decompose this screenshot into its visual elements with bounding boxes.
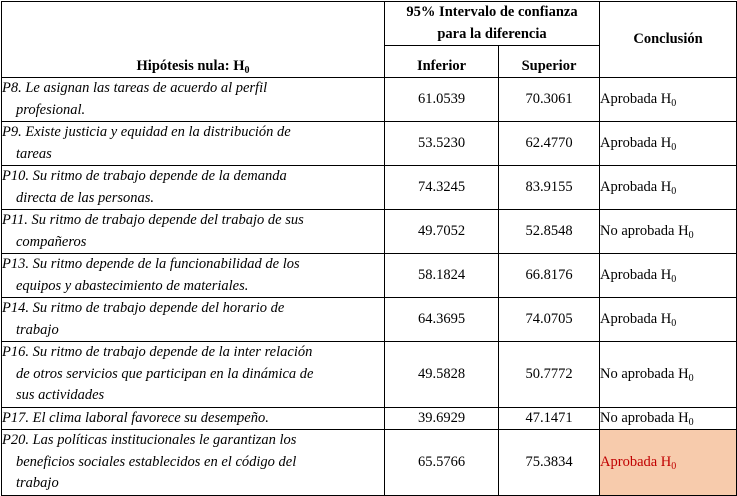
upper-cell: 83.9155 xyxy=(499,166,600,210)
table-row xyxy=(2,166,737,210)
header-upper: Superior xyxy=(499,46,600,78)
hypothesis-line: sus actividades xyxy=(16,387,105,403)
hypothesis-cell xyxy=(2,122,385,166)
hypothesis-line: P14. Su ritmo de trabajo depende del horario de xyxy=(2,300,285,316)
lower-cell: 64.3695 xyxy=(385,298,499,342)
hypothesis-line: beneficios sociales establecidos en el código del xyxy=(16,453,297,470)
lower-cell: 58.1824 xyxy=(385,254,499,298)
hypothesis-line: P10. Su ritmo de trabajo depende de la demanda xyxy=(2,168,287,184)
conclusion-cell xyxy=(600,210,737,254)
conclusion-subscript: 0 xyxy=(688,372,694,384)
hypothesis-table xyxy=(1,1,737,496)
upper-cell: 70.3061 xyxy=(499,78,600,122)
hypothesis-line: P13. Su ritmo depende de la funcionabilidad de los xyxy=(2,256,300,272)
conclusion-subscript: 0 xyxy=(671,460,677,472)
header-confidence-interval xyxy=(385,2,600,46)
hypothesis-line: directa de las personas. xyxy=(16,189,155,206)
table-row xyxy=(2,210,737,254)
table-row xyxy=(2,122,737,166)
table-row xyxy=(2,430,737,496)
lower-cell: 53.5230 xyxy=(385,122,499,166)
upper-cell: 74.0705 xyxy=(499,298,600,342)
header-hypothesis-subscript: 0 xyxy=(244,64,250,76)
conclusion-cell xyxy=(600,407,737,430)
hypothesis-cell xyxy=(2,407,385,430)
hypothesis-line: tareas xyxy=(16,145,52,162)
header-hypothesis xyxy=(2,2,385,78)
conclusion-cell xyxy=(600,78,737,122)
upper-cell: 66.8176 xyxy=(499,254,600,298)
conclusion-text: Aprobada H xyxy=(600,310,672,327)
hypothesis-line: P11. Su ritmo de trabajo depende del trabajo de sus xyxy=(2,212,304,228)
upper-cell: 50.7772 xyxy=(499,342,600,408)
hypothesis-cell xyxy=(2,342,385,408)
header-conclusion: Conclusión xyxy=(600,2,737,78)
header-lower: Inferior xyxy=(385,46,499,78)
hypothesis-cell xyxy=(2,298,385,342)
conclusion-subscript: 0 xyxy=(671,141,677,153)
table-row xyxy=(2,78,737,122)
lower-cell: 65.5766 xyxy=(385,430,499,496)
hypothesis-line: P17. El clima laboral favorece su desempeño. xyxy=(2,409,269,426)
conclusion-cell xyxy=(600,166,737,210)
conclusion-cell xyxy=(600,254,737,298)
conclusion-text: No aprobada H xyxy=(600,365,689,382)
hypothesis-line: equipos y abastecimiento de materiales. xyxy=(16,277,249,294)
conclusion-text: No aprobada H xyxy=(600,409,689,426)
hypothesis-line: trabajo xyxy=(16,475,59,491)
conclusion-text: Aprobada H xyxy=(600,453,672,470)
conclusion-subscript: 0 xyxy=(671,273,677,285)
conclusion-text: Aprobada H xyxy=(600,134,672,151)
conclusion-subscript: 0 xyxy=(671,317,677,329)
hypothesis-line: de otros servicios que participan en la dinámica de xyxy=(16,365,314,382)
hypothesis-cell xyxy=(2,78,385,122)
lower-cell: 49.5828 xyxy=(385,342,499,408)
hypothesis-line: profesional. xyxy=(16,101,86,118)
hypothesis-cell xyxy=(2,430,385,496)
conclusion-text: No aprobada H xyxy=(600,222,689,239)
upper-cell: 52.8548 xyxy=(499,210,600,254)
table-row xyxy=(2,254,737,298)
conclusion-subscript: 0 xyxy=(671,185,677,197)
table-row xyxy=(2,342,737,408)
conclusion-cell xyxy=(600,342,737,408)
lower-cell: 74.3245 xyxy=(385,166,499,210)
hypothesis-cell xyxy=(2,210,385,254)
table-row xyxy=(2,298,737,342)
hypothesis-line: trabajo xyxy=(16,321,59,338)
conclusion-subscript: 0 xyxy=(688,416,694,428)
hypothesis-line: P8. Le asignan las tareas de acuerdo al perfil xyxy=(2,80,268,96)
upper-cell: 62.4770 xyxy=(499,122,600,166)
conclusion-text: Aprobada H xyxy=(600,90,672,107)
hypothesis-line: P9. Existe justicia y equidad en la distribución de xyxy=(2,124,291,140)
upper-cell: 75.3834 xyxy=(499,430,600,496)
lower-cell: 39.6929 xyxy=(385,407,499,430)
conclusion-cell xyxy=(600,298,737,342)
header-ci-line1: 95% Intervalo de confianza xyxy=(406,4,578,20)
conclusion-subscript: 0 xyxy=(671,97,677,109)
conclusion-text: Aprobada H xyxy=(600,178,672,195)
hypothesis-cell xyxy=(2,254,385,298)
table-row xyxy=(2,407,737,430)
lower-cell: 61.0539 xyxy=(385,78,499,122)
conclusion-subscript: 0 xyxy=(688,229,694,241)
conclusion-text: Aprobada H xyxy=(600,266,672,283)
hypothesis-cell xyxy=(2,166,385,210)
hypothesis-line: compañeros xyxy=(16,233,87,250)
header-hypothesis-label: Hipótesis nula: H xyxy=(136,57,245,74)
conclusion-cell xyxy=(600,122,737,166)
hypothesis-line: P16. Su ritmo de trabajo depende de la inter relación xyxy=(2,344,313,360)
lower-cell: 49.7052 xyxy=(385,210,499,254)
header-ci-line2: para la diferencia xyxy=(437,25,547,42)
hypothesis-line: P20. Las políticas institucionales le garantizan los xyxy=(2,432,297,448)
upper-cell: 47.1471 xyxy=(499,407,600,430)
conclusion-cell-highlighted xyxy=(600,430,737,496)
